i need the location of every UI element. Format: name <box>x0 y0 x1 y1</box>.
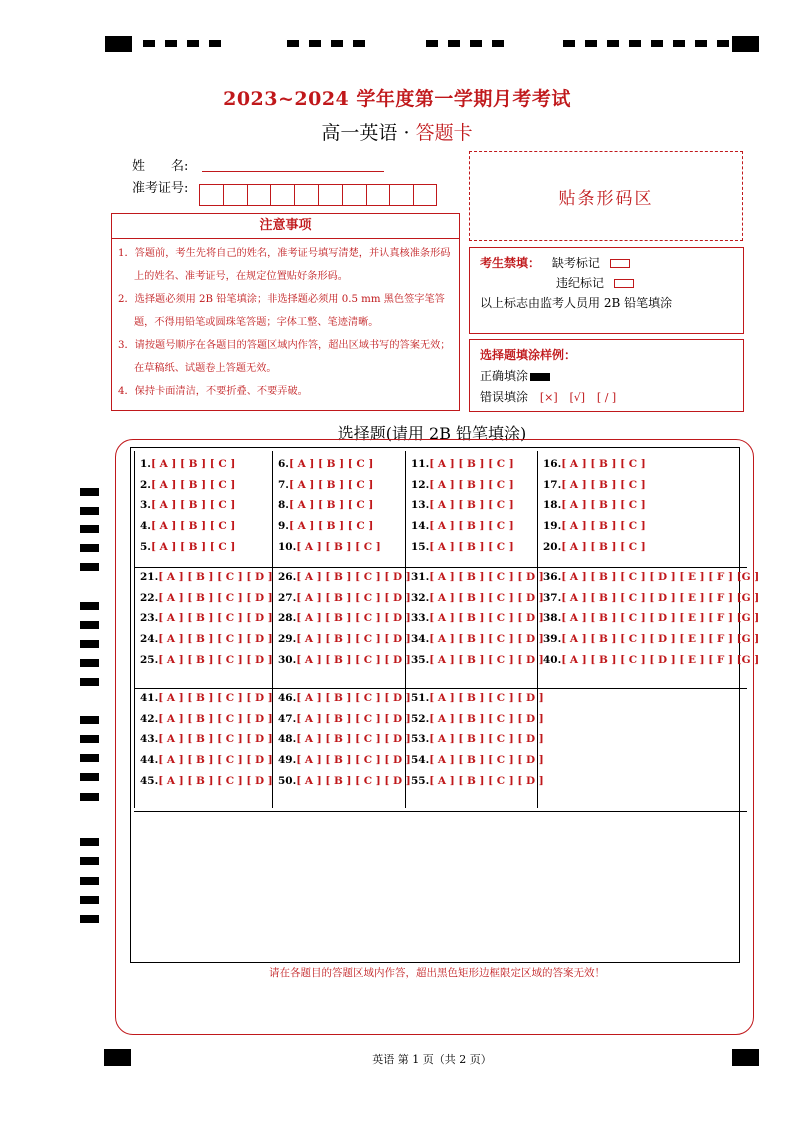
option-bubbles[interactable]: [ A ] [ B ] [ C ] [ D ] <box>296 633 411 646</box>
option-bubbles[interactable]: [ A ] [ B ] [ C ] <box>429 499 514 512</box>
question-item[interactable] <box>543 537 646 558</box>
question-item[interactable] <box>411 650 544 671</box>
notice-item: 4．保持卡面清洁，不要折叠、不要弄破。 <box>118 386 308 397</box>
question-item[interactable] <box>278 688 411 709</box>
option-bubbles[interactable]: [ A ] [ B ] [ C ] [ D ] <box>429 612 544 625</box>
question-number: 19. <box>543 520 562 533</box>
option-bubbles[interactable]: [ A ] [ B ] [ C ] <box>429 458 514 470</box>
question-number: 55. <box>411 774 430 787</box>
timing-mark <box>426 40 438 47</box>
option-bubbles[interactable]: [ A ] [ B ] [ C ] <box>150 520 236 533</box>
timing-mark <box>563 40 575 47</box>
notice-item: 2．选择题必须用 2B 铅笔填涂；非选择题必须用 0.5 mm 黑色签字笔答题，不得用铅笔或圆珠笔答题；字体工整、笔迹清晰。 <box>118 294 445 328</box>
timing-mark <box>353 40 365 47</box>
question-number: 17. <box>543 478 562 491</box>
option-bubbles[interactable]: [ A ] [ B ] [ C ] [ D ] [ E ] [ F ] [G ] <box>561 612 760 625</box>
timing-mark <box>80 563 99 571</box>
exam-id-digit-box[interactable] <box>413 184 437 206</box>
question-item[interactable] <box>140 567 273 588</box>
absent-mark-label: 缺考标记 <box>551 256 600 270</box>
timing-mark <box>80 544 99 552</box>
question-number: 23. <box>140 612 159 625</box>
question-number: 5. <box>140 540 151 553</box>
timing-mark <box>80 793 99 801</box>
question-item[interactable] <box>140 709 273 730</box>
question-number: 41. <box>140 692 159 704</box>
corner-mark-top-right <box>732 36 759 52</box>
timing-mark <box>673 40 685 47</box>
name-field[interactable] <box>202 171 384 172</box>
option-bubbles[interactable]: [ A ] [ B ] [ C ] [ D ] [ E ] [ F ] [G ] <box>561 571 760 583</box>
option-bubbles[interactable]: [ A ] [ B ] [ C ] <box>150 499 236 512</box>
question-item[interactable] <box>140 771 273 792</box>
question-item[interactable] <box>278 454 373 475</box>
notice-item: 3．请按题号顺序在各题目的答题区域内作答，超出区域书写的答案无效；在草稿纸、试题卷上答题无效。 <box>118 340 451 374</box>
question-number: 38. <box>543 612 562 625</box>
timing-mark <box>209 40 221 47</box>
option-bubbles[interactable]: [ A ] [ B ] [ C ] [ D ] <box>296 692 411 704</box>
option-bubbles[interactable]: [ A ] [ B ] [ C ] [ D ] <box>296 712 411 725</box>
option-bubbles[interactable]: [ A ] [ B ] [ C ] <box>429 478 514 491</box>
timing-mark <box>585 40 597 47</box>
exam-id-digit-box[interactable] <box>223 184 247 206</box>
question-number: 16. <box>543 458 562 470</box>
option-bubbles[interactable]: [ A ] [ B ] [ C ] [ D ] [ E ] [ F ] [G ] <box>561 591 760 604</box>
option-bubbles[interactable]: [ A ] [ B ] [ C ] [ D ] [ E ] [ F ] [G ] <box>561 633 760 646</box>
question-item[interactable] <box>278 771 411 792</box>
timing-mark <box>331 40 343 47</box>
question-number: 24. <box>140 633 159 646</box>
timing-mark <box>629 40 641 47</box>
question-item[interactable] <box>140 750 273 771</box>
grid-row-divider <box>134 811 747 812</box>
question-number: 27. <box>278 591 297 604</box>
grid-col-divider <box>134 451 135 808</box>
question-number: 11. <box>411 458 430 470</box>
exam-id-digit-box[interactable] <box>294 184 318 206</box>
page-footer: 英语 第 1 页（共 2 页） <box>372 1053 492 1066</box>
subject-title: 高一英语 <box>321 122 398 144</box>
timing-mark <box>80 507 99 515</box>
question-item[interactable] <box>543 454 646 475</box>
question-item[interactable] <box>278 729 411 750</box>
exam-id-digit-box[interactable] <box>199 184 223 206</box>
question-item[interactable] <box>140 650 273 671</box>
option-bubbles[interactable]: [ A ] [ B ] [ C ] <box>561 458 646 470</box>
option-bubbles[interactable]: [ A ] [ B ] [ C ] [ D ] <box>429 692 544 704</box>
question-item[interactable] <box>140 688 273 709</box>
question-number: 12. <box>411 478 430 491</box>
question-number: 25. <box>140 653 159 666</box>
barcode-area: 贴条形码区 <box>469 151 743 241</box>
question-item[interactable] <box>140 516 235 537</box>
answer-card-label: 答题卡 <box>415 122 473 144</box>
question-number: 31. <box>411 571 430 583</box>
question-number: 8. <box>278 499 289 512</box>
question-number: 3. <box>140 499 151 512</box>
option-bubbles[interactable]: [ A ] [ B ] [ C ] [ D ] <box>296 653 411 666</box>
question-number: 39. <box>543 633 562 646</box>
question-item[interactable] <box>140 454 235 475</box>
question-number: 18. <box>543 499 562 512</box>
option-bubbles[interactable]: [ A ] [ B ] [ C ] [ D ] <box>158 571 273 583</box>
sample-title: 选择题填涂样例： <box>480 348 577 362</box>
timing-mark <box>187 40 199 47</box>
timing-mark <box>80 915 99 923</box>
fill-sample-box <box>469 339 744 412</box>
question-number: 33. <box>411 612 430 625</box>
timing-mark <box>80 838 99 846</box>
absent-mark-box[interactable] <box>610 259 630 268</box>
option-bubbles[interactable]: [ A ] [ B ] [ C ] [ D ] <box>296 612 411 625</box>
exam-id-digit-box[interactable] <box>270 184 294 206</box>
question-number: 1. <box>140 458 151 470</box>
question-item[interactable] <box>543 516 646 537</box>
timing-mark <box>717 40 729 47</box>
question-item[interactable] <box>140 608 273 629</box>
question-number: 47. <box>278 712 297 725</box>
option-bubbles[interactable]: [ A ] [ B ] [ C ] [ D ] <box>158 754 273 767</box>
exam-title: 2023~2024 学年度第一学期月考考试 <box>223 88 571 110</box>
question-number: 13. <box>411 499 430 512</box>
timing-mark <box>80 659 99 667</box>
exam-id-boxes[interactable] <box>199 184 437 206</box>
exam-id-label: 准考证号: <box>132 181 189 196</box>
question-item[interactable] <box>278 567 411 588</box>
question-number: 50. <box>278 774 297 787</box>
question-item[interactable] <box>278 516 373 537</box>
exam-id-digit-box[interactable] <box>247 184 271 206</box>
option-bubbles[interactable]: [ A ] [ B ] [ C ] [ D ] <box>296 733 411 746</box>
correct-fill-label: 正确填涂 <box>480 369 529 383</box>
timing-mark <box>492 40 504 47</box>
option-bubbles[interactable]: [ A ] [ B ] [ C ] <box>288 478 374 491</box>
question-number: 30. <box>278 653 297 666</box>
timing-mark <box>143 40 155 47</box>
option-bubbles[interactable]: [ A ] [ B ] [ C ] <box>561 478 646 491</box>
notice-title: 注意事项 <box>112 214 459 239</box>
timing-mark <box>80 716 99 724</box>
question-item[interactable] <box>140 729 273 750</box>
timing-mark <box>80 621 99 629</box>
question-number: 22. <box>140 591 159 604</box>
question-item[interactable] <box>278 608 411 629</box>
question-number: 49. <box>278 754 297 767</box>
option-bubbles[interactable]: [ A ] [ B ] [ C ] [ D ] <box>429 633 544 646</box>
question-item[interactable] <box>411 516 514 537</box>
option-bubbles[interactable]: [ A ] [ B ] [ C ] [ D ] <box>429 774 544 787</box>
question-item[interactable] <box>411 495 514 516</box>
question-number: 29. <box>278 633 297 646</box>
timing-mark <box>80 857 99 865</box>
exam-id-digit-box[interactable] <box>342 184 366 206</box>
mc-section-title: 选择题(请用 2B 铅笔填涂) <box>337 424 527 443</box>
option-bubbles[interactable]: [ A ] [ B ] [ C ] [ D ] <box>158 653 273 666</box>
question-number: 14. <box>411 520 430 533</box>
question-item[interactable] <box>278 750 411 771</box>
timing-mark <box>80 678 99 686</box>
question-item[interactable] <box>411 567 544 588</box>
option-bubbles[interactable]: [ A ] [ B ] [ C ] [ D ] <box>296 591 411 604</box>
mc-answer-grid <box>130 447 760 963</box>
question-item[interactable] <box>278 537 381 558</box>
question-number: 9. <box>278 520 289 533</box>
question-number: 40. <box>543 653 562 666</box>
question-item[interactable] <box>140 588 273 609</box>
question-item[interactable] <box>543 567 759 588</box>
timing-mark <box>309 40 321 47</box>
question-number: 37. <box>543 591 562 604</box>
question-item[interactable] <box>543 608 759 629</box>
question-item[interactable] <box>278 629 411 650</box>
option-bubbles[interactable]: [ A ] [ B ] [ C ] [ D ] <box>296 754 411 767</box>
violation-mark-label: 违纪标记 <box>556 276 605 290</box>
option-bubbles[interactable]: [ A ] [ B ] [ C ] [ D ] [ E ] [ F ] [G ] <box>561 653 760 666</box>
ban-title: 考生禁填： <box>480 256 541 270</box>
option-bubbles[interactable]: [ A ] [ B ] [ C ] [ D ] <box>158 712 273 725</box>
question-number: 35. <box>411 653 430 666</box>
question-item[interactable] <box>411 729 544 750</box>
question-item[interactable] <box>140 495 235 516</box>
timing-mark <box>80 488 99 496</box>
option-bubbles[interactable]: [ A ] [ B ] [ C ] <box>288 458 374 470</box>
wrong-mark: [×] <box>539 391 558 404</box>
option-bubbles[interactable]: [ A ] [ B ] [ C ] [ D ] <box>158 633 273 646</box>
timing-mark <box>448 40 460 47</box>
question-number: 6. <box>278 458 289 470</box>
question-number: 43. <box>140 733 159 746</box>
option-bubbles[interactable]: [ A ] [ B ] [ C ] [ D ] <box>429 712 544 725</box>
question-number: 21. <box>140 571 159 583</box>
question-item[interactable] <box>411 475 514 496</box>
option-bubbles[interactable]: [ A ] [ B ] [ C ] [ D ] <box>158 591 273 604</box>
option-bubbles[interactable]: [ A ] [ B ] [ C ] [ D ] <box>429 653 544 666</box>
question-item[interactable] <box>140 475 235 496</box>
option-bubbles[interactable]: [ A ] [ B ] [ C ] <box>429 520 514 533</box>
timing-mark <box>80 896 99 904</box>
question-item[interactable] <box>543 650 759 671</box>
option-bubbles[interactable]: [ A ] [ B ] [ C ] [ D ] <box>296 571 411 583</box>
question-number: 48. <box>278 733 297 746</box>
answer-area-warning: 请在各题目的答题区域内作答，超出黑色矩形边框限定区域的答案无效！ <box>269 967 605 979</box>
option-bubbles[interactable]: [ A ] [ B ] [ C ] [ D ] <box>158 692 273 704</box>
exam-id-digit-box[interactable] <box>318 184 342 206</box>
timing-mark <box>695 40 707 47</box>
option-bubbles[interactable]: [ A ] [ B ] [ C ] <box>296 540 381 553</box>
notice-box <box>111 213 460 411</box>
question-item[interactable] <box>140 537 235 558</box>
question-number: 44. <box>140 754 159 767</box>
question-item[interactable] <box>411 771 544 792</box>
question-number: 15. <box>411 540 430 553</box>
question-number: 26. <box>278 571 297 583</box>
corner-mark-top-left <box>105 36 132 52</box>
question-item[interactable] <box>411 629 544 650</box>
option-bubbles[interactable]: [ A ] [ B ] [ C ] <box>150 478 236 491</box>
option-bubbles[interactable]: [ A ] [ B ] [ C ] [ D ] <box>158 612 273 625</box>
timing-mark <box>80 602 99 610</box>
question-item[interactable] <box>140 629 273 650</box>
option-bubbles[interactable]: [ A ] [ B ] [ C ] <box>561 520 646 533</box>
timing-mark <box>80 773 99 781</box>
question-item[interactable] <box>411 454 514 475</box>
question-number: 51. <box>411 692 430 704</box>
card-subtitle <box>0 118 794 145</box>
ban-note: 以上标志由监考人员用 2B 铅笔填涂 <box>480 296 673 310</box>
wrong-mark: [ / ] <box>596 391 617 404</box>
question-number: 28. <box>278 612 297 625</box>
timing-mark <box>607 40 619 47</box>
timing-mark <box>80 525 99 533</box>
question-number: 53. <box>411 733 430 746</box>
option-bubbles[interactable]: [ A ] [ B ] [ C ] <box>288 499 374 512</box>
option-bubbles[interactable]: [ A ] [ B ] [ C ] <box>561 540 646 553</box>
exam-id-digit-box[interactable] <box>389 184 413 206</box>
question-item[interactable] <box>411 688 544 709</box>
question-item[interactable] <box>543 629 759 650</box>
option-bubbles[interactable]: [ A ] [ B ] [ C ] <box>561 499 646 512</box>
timing-mark <box>80 640 99 648</box>
question-item[interactable] <box>278 650 411 671</box>
question-item[interactable] <box>411 588 544 609</box>
question-item[interactable] <box>411 750 544 771</box>
question-number: 10. <box>278 540 297 553</box>
name-label: 姓 名: <box>132 159 189 174</box>
question-item[interactable] <box>278 588 411 609</box>
option-bubbles[interactable]: [ A ] [ B ] [ C ] <box>429 540 514 553</box>
wrong-mark: [√] <box>569 391 586 404</box>
option-bubbles[interactable]: [ A ] [ B ] [ C ] <box>150 540 236 553</box>
wrong-fill-label: 错误填涂 <box>480 390 529 404</box>
question-item[interactable] <box>278 475 373 496</box>
question-item[interactable] <box>411 608 544 629</box>
question-number: 42. <box>140 712 159 725</box>
exam-id-digit-box[interactable] <box>366 184 390 206</box>
timing-mark <box>165 40 177 47</box>
timing-mark <box>287 40 299 47</box>
question-item[interactable] <box>278 495 373 516</box>
question-number: 32. <box>411 591 430 604</box>
question-item[interactable] <box>278 709 411 730</box>
option-bubbles[interactable]: [ A ] [ B ] [ C ] [ D ] <box>158 774 273 787</box>
question-number: 45. <box>140 774 159 787</box>
question-number: 2. <box>140 478 151 491</box>
timing-mark <box>80 877 99 885</box>
question-number: 34. <box>411 633 430 646</box>
violation-mark-box[interactable] <box>614 279 634 288</box>
question-item[interactable] <box>543 475 646 496</box>
option-bubbles[interactable]: [ A ] [ B ] [ C ] [ D ] <box>429 571 544 583</box>
timing-mark <box>80 754 99 762</box>
question-item[interactable] <box>411 709 544 730</box>
question-item[interactable] <box>411 537 514 558</box>
subtitle-separator: · <box>403 122 410 144</box>
question-item[interactable] <box>543 588 759 609</box>
question-number: 4. <box>140 520 151 533</box>
question-number: 7. <box>278 478 289 491</box>
examiner-only-box <box>469 247 744 334</box>
option-bubbles[interactable]: [ A ] [ B ] [ C ] <box>150 458 236 470</box>
option-bubbles[interactable]: [ A ] [ B ] [ C ] <box>288 520 374 533</box>
question-number: 54. <box>411 754 430 767</box>
question-number: 46. <box>278 692 297 704</box>
option-bubbles[interactable]: [ A ] [ B ] [ C ] [ D ] <box>429 733 544 746</box>
correct-fill-mark <box>530 373 550 381</box>
notice-item: 1．答题前，考生先将自己的姓名，准考证号填写清楚，并认真核准条形码上的姓名、准考证号，在规定位置贴好条形码。 <box>118 248 451 282</box>
question-item[interactable] <box>543 495 646 516</box>
option-bubbles[interactable]: [ A ] [ B ] [ C ] [ D ] <box>296 774 411 787</box>
option-bubbles[interactable]: [ A ] [ B ] [ C ] [ D ] <box>429 591 544 604</box>
timing-mark <box>470 40 482 47</box>
question-number: 20. <box>543 540 562 553</box>
question-number: 52. <box>411 712 430 725</box>
option-bubbles[interactable]: [ A ] [ B ] [ C ] [ D ] <box>158 733 273 746</box>
timing-mark <box>651 40 663 47</box>
timing-mark <box>80 735 99 743</box>
question-number: 36. <box>543 571 562 583</box>
option-bubbles[interactable]: [ A ] [ B ] [ C ] [ D ] <box>429 754 544 767</box>
